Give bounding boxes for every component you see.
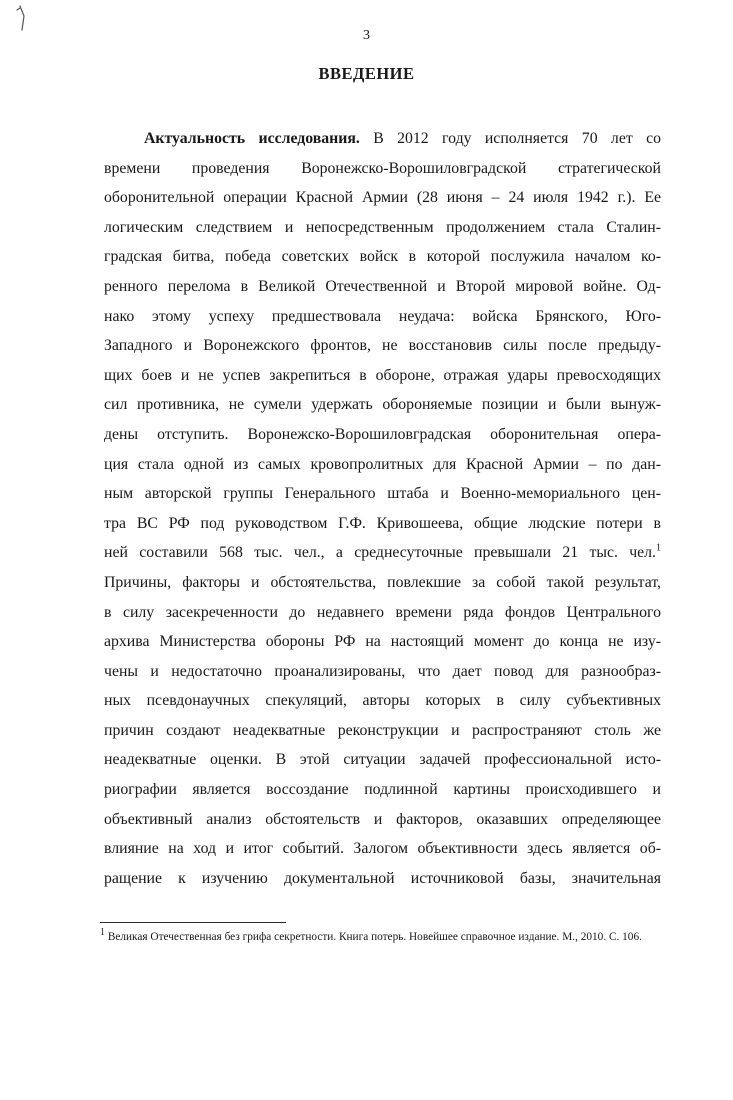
body-line: градская битва, победа советских войск в которой послужила началом ко- (104, 248, 661, 266)
body-line: оборонительной операции Красной Армии (28 июня – 24 июля 1942 г.). Ее (104, 189, 661, 207)
body-line-with-footnote-ref (104, 538, 661, 568)
footnote-reference-marker: 1 (656, 543, 661, 555)
body-line: объективный анализ обстоятельств и факторов, оказавших определяющее (104, 810, 661, 828)
body-text (104, 124, 661, 893)
body-line: Причины, факторы и обстоятельства, повлекшие за собой такой результат, (104, 573, 661, 591)
body-line-text: ней составили 568 тыс. чел., а среднесуточные превышали 21 тыс. чел. (104, 544, 656, 562)
body-line: времени проведения Воронежско-Ворошиловградской стратегической (104, 159, 661, 177)
body-line: риографии является воссоздание подлинной картины происходившего и (104, 781, 661, 799)
lead-in-bold: Актуальность исследования. (144, 130, 360, 147)
body-line: ция стала одной из самых кровопролитных для Красной Армии – по дан- (104, 455, 661, 473)
footnote-marker: 1 (100, 927, 105, 939)
page-number: 3 (363, 28, 370, 43)
body-line: нако этому успеху предшествовала неудача: войска Брянского, Юго- (104, 307, 661, 325)
body-line: тра ВС РФ под руководством Г.Ф. Кривошеева, общие людские потери в (104, 514, 661, 532)
body-line: щих боев и не успев закрепиться в обороне, отражая удары превосходящих (104, 366, 661, 384)
body-line: причин создают неадекватные реконструкции и распространяют столь же (104, 721, 661, 739)
body-line: ным авторской группы Генерального штаба и Военно-мемориального цен- (104, 485, 661, 503)
body-line: влияние на ход и итог событий. Залогом объективности здесь является об- (104, 840, 661, 858)
body-line: Западного и Воронежского фронтов, не восстановив силы после предыду- (104, 337, 661, 355)
body-line: логическим следствием и непосредственным продолжением стала Сталин- (104, 218, 661, 236)
body-line: архива Министерства обороны РФ на настоящий момент до конца не изу- (104, 633, 661, 651)
body-line: неадекватные оценки. В этой ситуации задачей профессиональной исто- (104, 751, 661, 769)
footnote-text: Великая Отечественная без грифа секретности. Книга потерь. Новейшее справочное издание. М., 2010. С. 106. (107, 931, 642, 943)
body-line: ращение к изучению документальной источниковой базы, значительная (104, 869, 661, 887)
footnote (100, 927, 663, 946)
lead-in-rest: В 2012 году исполняется 70 лет со (373, 130, 661, 147)
body-line: сил противника, не сумели удержать обороняемые позиции и были вынуж- (104, 396, 661, 414)
body-line (104, 124, 661, 154)
body-line: ренного перелома в Великой Отечественной и Второй мировой войне. Од- (104, 277, 661, 295)
body-line: дены отступить. Воронежско-Ворошиловградская оборонительная опера- (104, 425, 661, 443)
body-line: ных псевдонаучных спекуляций, авторы которых в силу субъективных (104, 692, 661, 710)
section-heading: ВВЕДЕНИЕ (318, 64, 415, 83)
body-line: чены и недостаточно проанализированы, что дает повод для разнообраз- (104, 662, 661, 680)
footnote-separator (100, 922, 286, 923)
body-line: в силу засекреченности до недавнего времени ряда фондов Центрального (104, 603, 661, 621)
